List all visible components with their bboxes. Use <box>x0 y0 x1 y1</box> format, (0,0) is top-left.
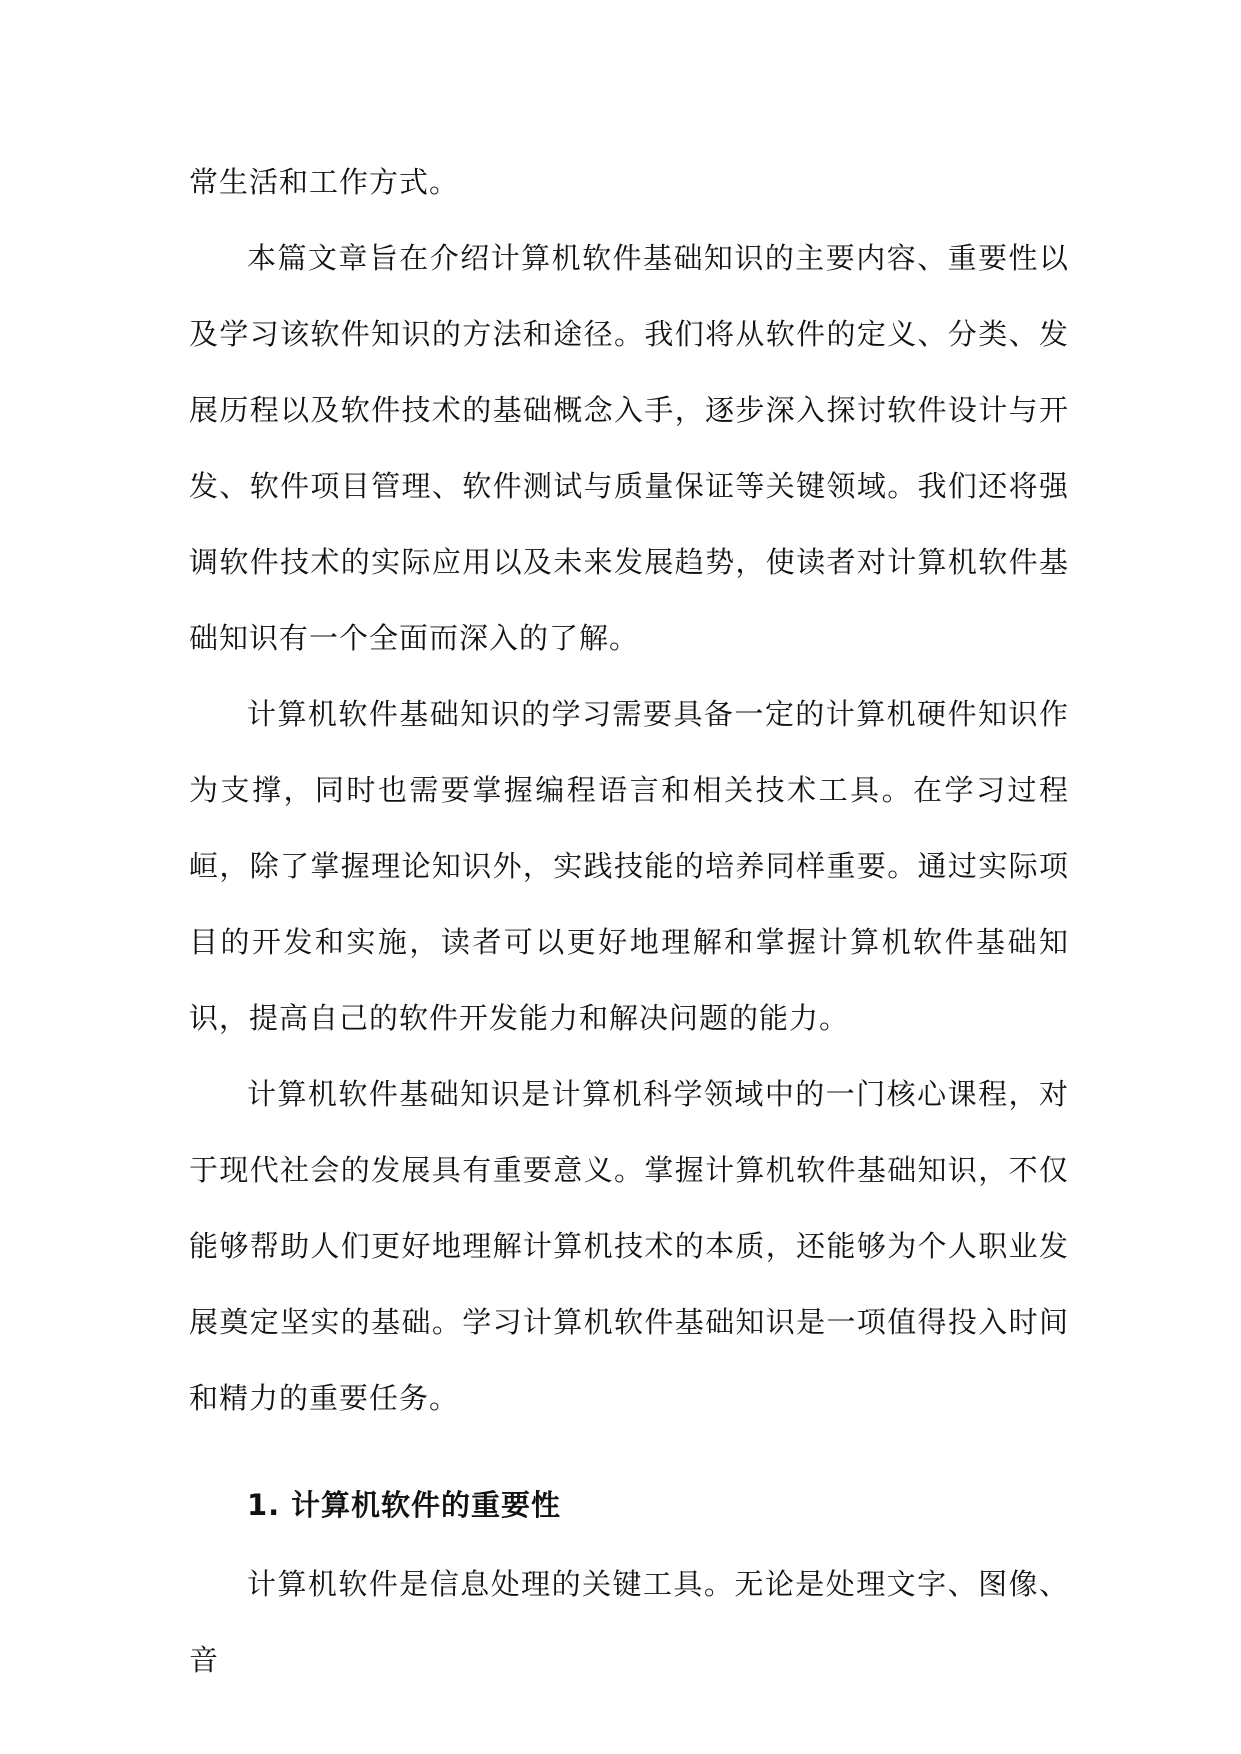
paragraph-learning-requirements: 计算机软件基础知识的学习需要具备一定的计算机硬件知识作为支撑，同时也需要掌握编程语言和相关技术工具。在学习过程峘，除了掌握理论知识外，实践技能的培养同样重要。通过实际项目的开发和实施，读者可以更好地理解和掌握计算机软件基础知识，提高自己的软件开发能力和解决问题的能力。 <box>189 697 1069 1035</box>
paragraph-significance: 计算机软件基础知识是计算机科学领域中的一门核心课程，对于现代社会的发展具有重要意义。掌握计算机软件基础知识，不仅能够帮助人们更好地理解计算机技术的本质，还能够为个人职业发展奠定坚实的基础。学习计算机软件基础知识是一项值得投入时间和精力的重要任务。 <box>189 1077 1069 1415</box>
paragraph-section-body: 计算机软件是信息处理的关键工具。无论是处理文字、图像、音 <box>189 1567 1069 1677</box>
document-body <box>189 144 1069 1698</box>
section-number: 1. <box>247 1488 281 1522</box>
paragraph-continued: 常生活和工作方式。 <box>189 165 460 199</box>
section-title: 计算机软件的重要性 <box>291 1488 562 1522</box>
section-heading <box>189 1464 1069 1546</box>
paragraph-introduction: 本篇文章旨在介绍计算机软件基础知识的主要内容、重要性以及学习该软件知识的方法和途径。我们将从软件的定义、分类、发展历程以及软件技术的基础概念入手，逐步深入探讨软件设计与开发、软件项目管理、软件测试与质量保证等关键领域。我们还将强调软件技术的实际应用以及未来发展趋势，使读者对计算机软件基础知识有一个全面而深入的了解。 <box>189 241 1069 655</box>
